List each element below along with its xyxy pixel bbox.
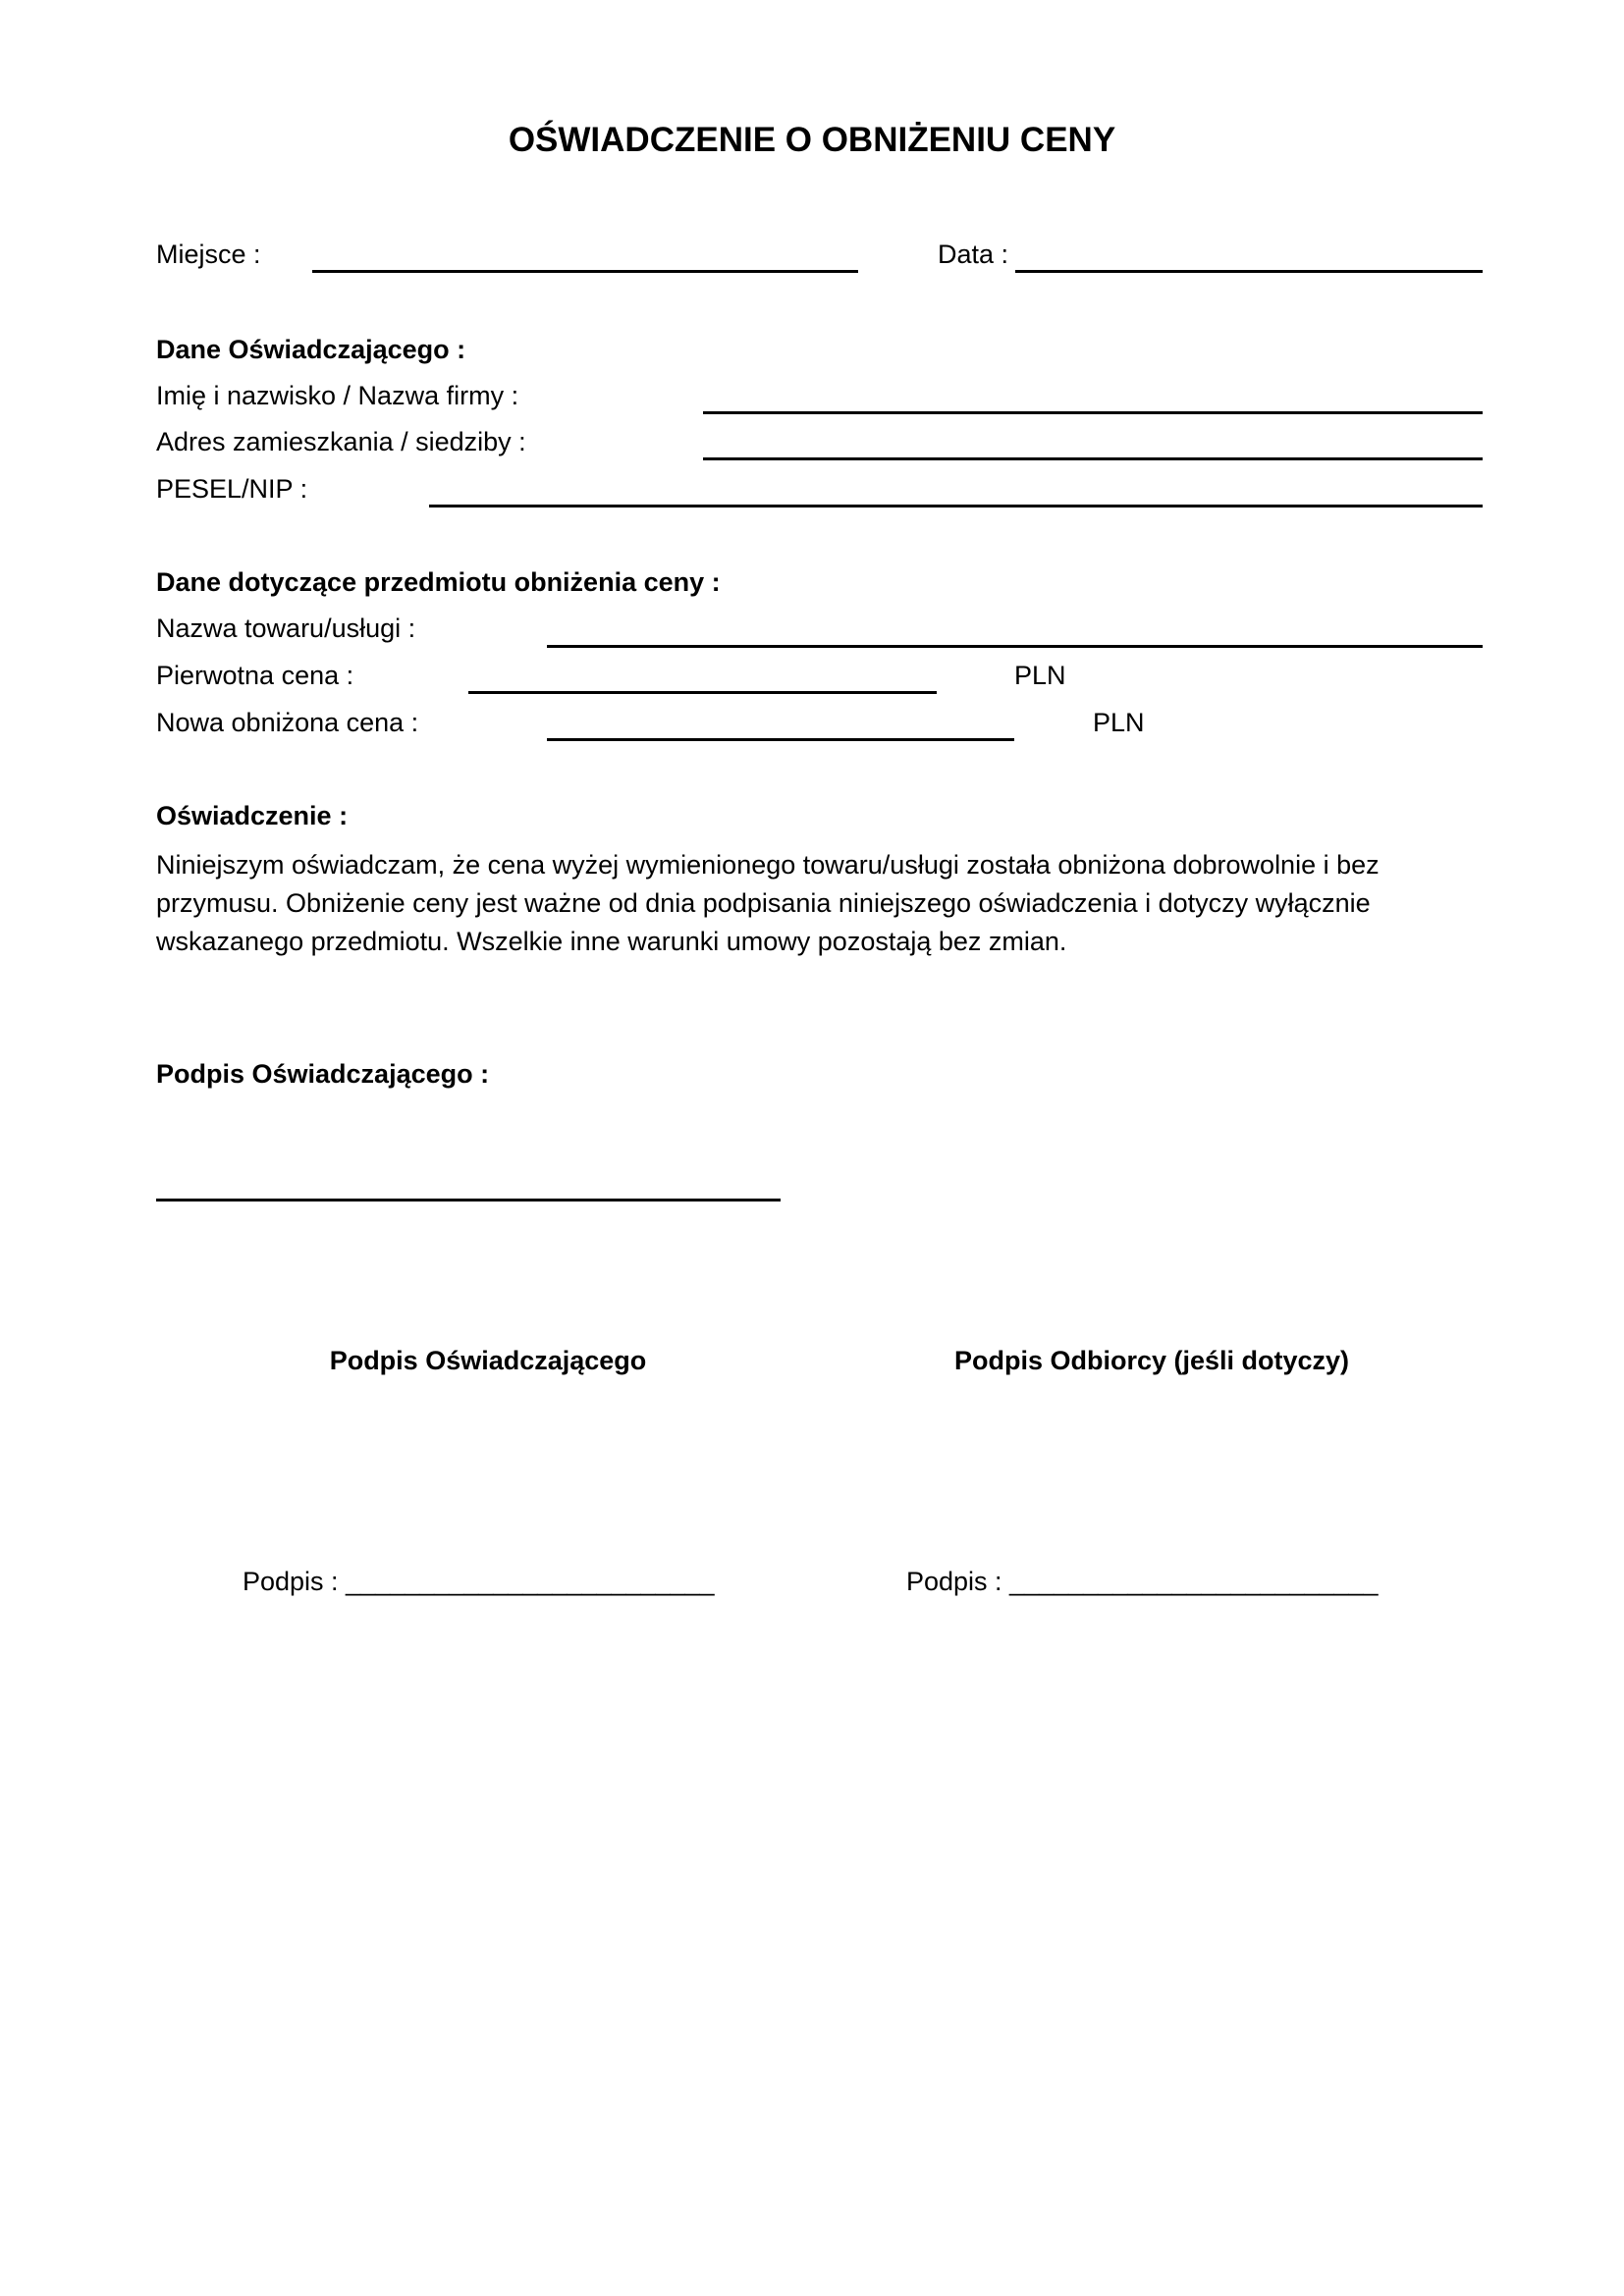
statement-line: przymusu. Obniżenie ceny jest ważne od dnia podpisania niniejszego oświadczenia i dotyczy wyłącznie	[156, 888, 1371, 918]
pesel-nip-field[interactable]	[429, 505, 1483, 507]
declarant-heading: Dane Oświadczającego :	[156, 335, 466, 364]
place-label: Miejsce :	[156, 240, 261, 269]
signature-heading: Podpis Oświadczającego :	[156, 1059, 490, 1089]
statement-text	[156, 846, 1491, 961]
address-label: Adres zamieszkania / siedziby :	[156, 427, 526, 456]
date-label: Data :	[938, 240, 1009, 269]
left-sign-line[interactable]: Podpis : _________________________	[243, 1567, 715, 1596]
item-field[interactable]	[547, 645, 1483, 648]
statement-line: Niniejszym oświadczam, że cena wyżej wymienionego towaru/usługi została obniżona dobrowolnie i bez	[156, 850, 1380, 880]
original-price-field[interactable]	[468, 691, 937, 694]
original-price-currency: PLN	[1014, 661, 1066, 690]
original-price-label: Pierwotna cena :	[156, 661, 354, 690]
right-sign-line[interactable]: Podpis : _________________________	[906, 1567, 1379, 1596]
signature-field[interactable]	[156, 1199, 781, 1201]
name-field[interactable]	[703, 411, 1483, 414]
subject-heading: Dane dotyczące przedmiotu obniżenia ceny :	[156, 567, 721, 597]
pesel-nip-label: PESEL/NIP :	[156, 474, 308, 504]
item-label: Nazwa towaru/usługi :	[156, 614, 416, 643]
statement-heading: Oświadczenie :	[156, 801, 349, 830]
document-title: OŚWIADCZENIE O OBNIŻENIU CENY	[508, 121, 1116, 159]
place-field[interactable]	[312, 270, 858, 273]
date-field[interactable]	[1015, 270, 1483, 273]
right-signature-heading: Podpis Odbiorcy (jeśli dotyczy)	[953, 1346, 1350, 1375]
name-label: Imię i nazwisko / Nazwa firmy :	[156, 381, 519, 410]
left-signature-heading: Podpis Oświadczającego	[329, 1346, 647, 1375]
new-price-label: Nowa obniżona cena :	[156, 708, 419, 737]
new-price-field[interactable]	[547, 738, 1014, 741]
new-price-currency: PLN	[1093, 708, 1145, 737]
statement-line: wskazanego przedmiotu. Wszelkie inne warunki umowy pozostają bez zmian.	[156, 927, 1067, 956]
address-field[interactable]	[703, 457, 1483, 460]
